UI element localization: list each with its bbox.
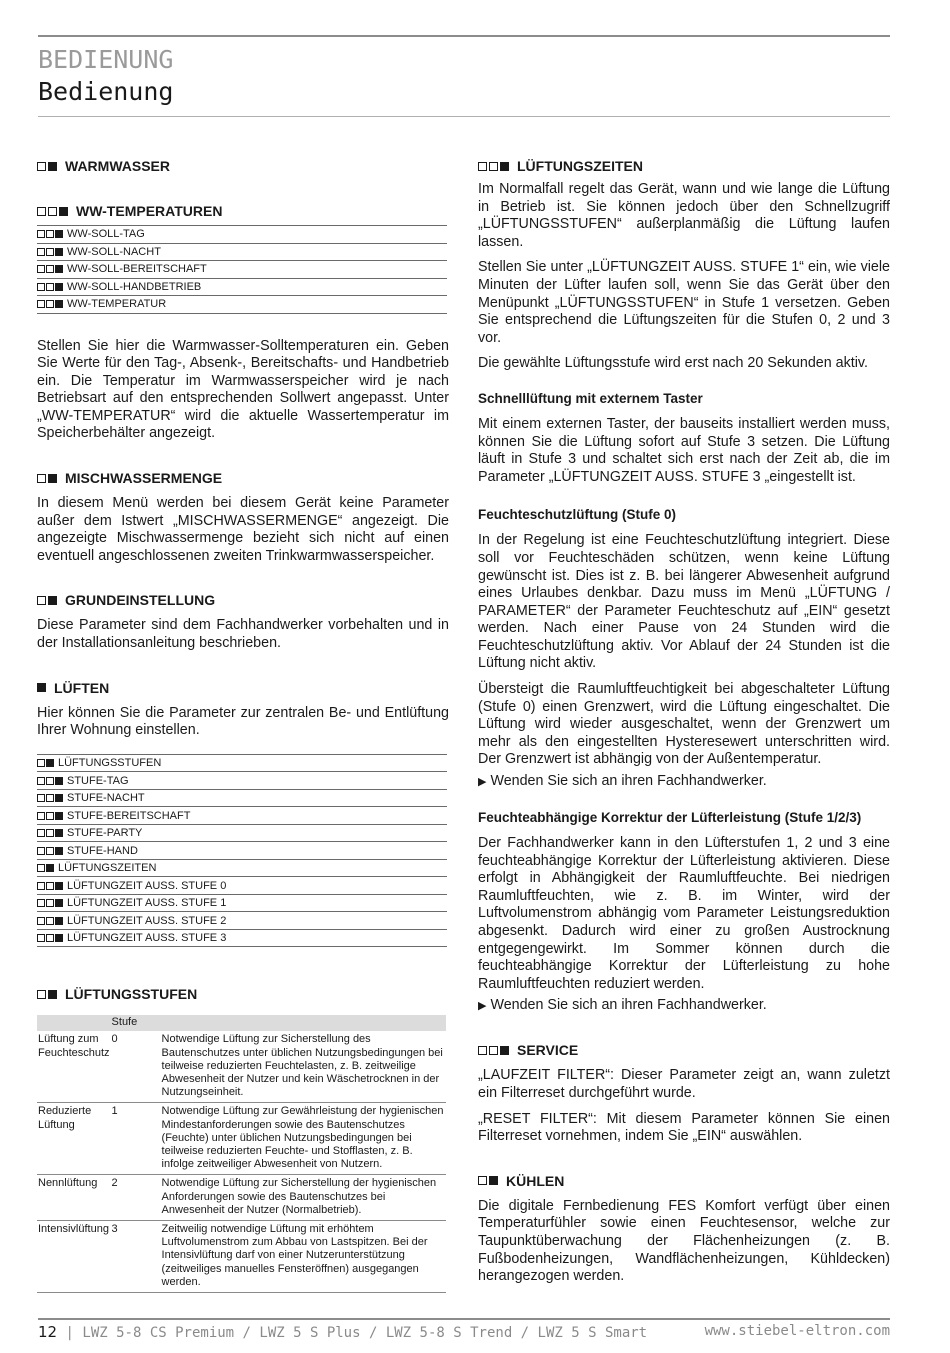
filled-square-icon [37,683,46,692]
parameter-label: WW-SOLL-HANDBETRIEB [67,280,202,293]
chapter-title: BEDIENUNG [38,45,174,74]
outline-square-icon [37,596,46,605]
parameter-row [37,859,447,877]
paragraph-schnelllueftung: Mit einem externen Taster, der bauseits installiert werden muss, können Sie die Lüftung sofort auf Stufe 3 setzen. Die Lüftung läuft in Stufe 3 und schaltet sich erst nach der Zeit ab, die im Parameter „LÜFTUNGZEIT AUSS. STUFE 3 „eingestellt ist. [478,415,890,485]
arrow-right-icon: ▶ [478,776,487,789]
parameter-row [37,841,447,859]
cell-description: Notwendige Lüftung zur Sicherstellung der hygienischen Anforderungen sowie des Bautenschutzes bei Anwesenheit der Nutzer (Normalbetrieb). [161,1175,446,1221]
footer-left [38,1323,647,1341]
parameter-label: STUFE-HAND [67,844,138,857]
cell-stufe: 3 [111,1220,161,1292]
paragraph-lueftungszeiten-3: Die gewählte Lüftungsstufe wird erst nach 20 Sekunden aktiv. [478,355,868,372]
filled-square-icon [48,596,57,605]
filled-square-icon [55,829,63,837]
arrow-right-icon: ▶ [478,1000,487,1013]
table-header-row [37,1015,446,1031]
paragraph-service-2: „RESET FILTER“: Mit diesem Parameter können Sie einen Filterreset vornehmen, indem Sie „EIN“ auswählen. [478,1110,890,1145]
parameter-label: LÜFTUNGZEIT AUSS. STUFE 0 [67,879,227,892]
parameter-label: STUFE-PARTY [67,827,143,840]
outline-square-icon [489,1046,498,1055]
page-number: 12 [38,1323,58,1341]
cell-stufe: 2 [111,1175,161,1221]
section-title: WARMWASSER [65,158,170,174]
parameter-row [37,806,447,824]
section-heading-ww-temperaturen [37,202,449,220]
filled-square-icon [55,283,63,291]
parameter-label: LÜFTUNGSSTUFEN [58,757,162,770]
paragraph-grundeinstellung: Diese Parameter sind dem Fachhandwerker vorbehalten und in der Installationsanleitung beschrieben. [37,617,449,652]
left-column [37,150,449,1293]
footer-url: www.stiebel-eltron.com [704,1323,890,1339]
table-row [37,1220,446,1292]
parameter-label: LÜFTUNGZEIT AUSS. STUFE 2 [67,914,227,927]
paragraph-lueftungszeiten-2: Stellen Sie unter „LÜFTUNGZEIT AUSS. STUFE 1“ ein, wie viele Minuten der Lüfter laufen soll, wenn Sie das Gerät über den Menüpunkt „LÜFTUNGSSTUFEN“ in Stufe 1 versetzen. Geben Sie entsprechend die Lüftungszeiten für die Stufen 0, 2 und 3 vor. [478,259,890,346]
parameter-label: WW-TEMPERATUR [67,298,167,311]
cell-stufe: 0 [111,1031,161,1103]
filled-square-icon [500,162,509,171]
parameter-row [37,911,447,929]
section-heading-service [478,1041,890,1059]
parameter-label: LÜFTUNGZEIT AUSS. STUFE 3 [67,932,227,945]
section-title: LÜFTEN [54,679,110,696]
paragraph-lueften: Hier können Sie die Parameter zur zentralen Be- und Entlüftung Ihrer Wohnung einstellen. [37,704,449,739]
filled-square-icon [55,248,63,256]
filled-square-icon [55,265,63,273]
filled-square-icon [48,474,57,483]
paragraph-feuchteschutz-1: In der Regelung ist eine Feuchteschutzlüftung integriert. Diese soll vor Feuchteschäden schützen, wenn keine Lüftung gewünscht ist. Dies ist z. B. bei längerer Abwesenheit aufgrund eines Urlaubes denkbar. Dazu muss im Menü „LÜFTUNG / PARAMETER“ der Parameter Feuchteschutz auf „EIN“ gesetzt werden. Nach einer Pause von 24 Stunden wird die Feuchteschutzlüftung aktiv. Vor Ablauf der 24 Stunden ist die Lüftung nicht aktiv. [478,532,890,672]
filled-square-icon [55,794,63,802]
paragraph-kuehlen: Die digitale Fernbedienung FES Komfort verfügt über einen Temperaturfühler sowie einen Feuchtesensor, welche zur Taupunktüberwachung der Flächenheizungen (z. B. Fußbodenheizungen, Wandflächenheizungen, Kühldecken) herangezogen werden. [478,1197,890,1285]
section-heading-warmwasser [37,157,449,175]
parameter-label: WW-SOLL-TAG [67,228,145,241]
outline-square-icon [478,162,487,171]
filled-square-icon [55,812,63,820]
parameter-label: LÜFTUNGZEIT AUSS. STUFE 1 [67,897,227,910]
section-title: SERVICE [517,1042,579,1059]
parameter-label: WW-SOLL-NACHT [67,245,161,258]
paragraph-ww: Stellen Sie hier die Warmwasser-Solltemperaturen ein. Geben Sie Werte für den Tag-, Absenk-, Bereitschafts- und Handbetrieb ein. Die Temperatur im Warmwasserspeicher wird je nach Betriebsart auf den entsprechenden Sollwert angepasst. Unter „WW-TEMPERATUR“ wird die aktuelle Wassertemperatur im Speicherbehälter angezeigt. [37,337,449,442]
section-heading-lueftungszeiten [478,157,890,175]
parameter-label: LÜFTUNGSZEITEN [58,862,157,875]
cell-name: Reduzierte Lüftung [37,1103,111,1175]
section-title: GRUNDEINSTELLUNG [65,592,216,609]
table-row [37,1175,446,1221]
parameter-label: STUFE-NACHT [67,792,145,805]
filled-square-icon [55,847,63,855]
parameter-row [37,225,447,243]
instruction-line [478,996,890,1015]
header-rule [38,35,890,37]
parameter-list-ww [37,225,447,314]
filled-square-icon [48,990,57,999]
cell-description: Zeitweilig notwendige Lüftung mit erhöhtem Luftvolumenstrom zum Abbau von Lastspitzen. Bei der Intensivlüftung darf von einer Nutzerunterstützung (zeitweiliges manuelles Fensteröffnen) ausgegangen werden. [161,1220,446,1292]
cell-name: Intensivlüftung [37,1220,111,1292]
subheading-feuchteschutz: Feuchteschutzlüftung (Stufe 0) [478,507,676,523]
outline-square-icon [37,990,46,999]
section-heading-mischwassermenge [37,469,449,487]
table-row [37,1103,446,1175]
section-title: LÜFTUNGSZEITEN [517,158,643,174]
parameter-row [37,824,447,842]
parameter-row [37,260,447,278]
paragraph-korrektur: Der Fachhandwerker kann in den Lüfterstufen 1, 2 und 3 eine feuchteabhängige Korrektur der Lüfterleistung aktivieren. Diese erfolgt in Abhängigkeit der Raumluftfeuchte. Bei niedrigen Raumluftfeuchten, wie z. B. im Winter, wird der Luftvolumenstrom abhängig vom Parameter Leistungsreduktion abgesenkt. Dadurch wird einer zu großen Austrocknung entgegengewirkt. Im Sommer können durch die feuchteabhängige Korrektur der Lüfterleistung zu hohe Raumluftfeuchten reduziert werden. [478,835,890,992]
filled-square-icon [55,934,63,942]
parameter-row [37,929,447,947]
subheading-schnelllueftung: Schnelllüftung mit externem Taster [478,390,703,406]
parameter-row [37,754,447,772]
parameter-row [37,876,447,894]
filled-square-icon [55,899,63,907]
right-column [478,150,890,1286]
footer-products: LWZ 5-8 CS Premium / LWZ 5 S Plus / LWZ 5-8 S Trend / LWZ 5 S Smart [82,1325,648,1341]
cell-name: Lüftung zum Feuchteschutz [37,1031,111,1103]
section-title: KÜHLEN [506,1172,565,1189]
parameter-label: STUFE-TAG [67,774,129,787]
parameter-row [37,789,447,807]
subheading-korrektur: Feuchteabhängige Korrektur der Lüfterleistung (Stufe 1/2/3) [478,810,862,826]
table-row [37,1031,446,1103]
section-heading-lueftungsstufen [37,985,449,1003]
paragraph-mischwasser: In diesem Menü werden bei diesem Gerät keine Parameter außer dem Istwert „MISCHWASSERMENGE“ angezeigt. Die angezeigte Mischwassermenge bezieht sich nicht auf einen eventuell angeschlossenen zweiten Trinkwarmwasserspeicher. [37,495,449,564]
footer-separator: | [65,1325,83,1341]
parameter-list-lueften [37,754,447,948]
outline-square-icon [48,207,57,216]
outline-square-icon [478,1176,487,1185]
section-heading-kuehlen [478,1172,890,1190]
parameter-row [37,771,447,789]
parameter-row [37,243,447,261]
section-title: MISCHWASSERMENGE [65,470,223,487]
filled-square-icon [500,1046,509,1055]
filled-square-icon [55,917,63,925]
filled-square-icon [46,864,54,872]
parameter-label: STUFE-BEREITSCHAFT [67,809,191,822]
parameter-row [37,894,447,912]
filled-square-icon [55,882,63,890]
outline-square-icon [489,162,498,171]
filled-square-icon [59,207,68,216]
instruction-line [478,772,890,791]
outline-square-icon [478,1046,487,1055]
lueftungsstufen-table [37,1015,446,1293]
instruction-text: Wenden Sie sich an ihren Fachhandwerker. [490,997,767,1014]
filled-square-icon [46,759,54,767]
filled-square-icon [489,1176,498,1185]
filled-square-icon [55,777,63,785]
cell-stufe: 1 [111,1103,161,1175]
footer-rule [38,1318,890,1320]
paragraph-service-1: „LAUFZEIT FILTER“: Dieser Parameter zeigt an, wann zuletzt ein Filterreset durchgeführt wurde. [478,1067,890,1101]
header-divider [38,116,890,117]
filled-square-icon [55,230,63,238]
parameter-row [37,278,447,296]
section-heading-grundeinstellung [37,591,449,609]
cell-description: Notwendige Lüftung zur Sicherstellung des Bautenschutzes unter üblichen Nutzungsbedingungen bei teilweise reduzierten Feuchtelasten, z. B. zeitweilige Abwesenheit der Nutzer und kein Wäschetrocknen in der Nutzungseinheit. [161,1031,446,1103]
outline-square-icon [37,474,46,483]
paragraph-feuchteschutz-2: Übersteigt die Raumluftfeuchtigkeit bei abgeschalteter Lüftung (Stufe 0) einen Grenzwert, wird die Lüftung eingeschaltet. Die Lüftung wird wieder ausgeschaltet, wenn der Grenzwert um mehr als den eingestellten Hysteresewert unterschritten wird. Der Grenzwert ist abhängig von der Außentemperatur. [478,681,890,768]
section-title: WW-TEMPERATUREN [76,203,223,219]
outline-square-icon [37,162,46,171]
column-header-stufe: Stufe [111,1015,161,1031]
section-title: LÜFTUNGSSTUFEN [65,986,198,1003]
paragraph-lueftungszeiten-1: Im Normalfall regelt das Gerät, wann und wie lange die Lüftung in Betrieb ist. Sie können jedoch über den Schnellzugriff „LÜFTUNGSSTUFEN“ außerplanmäßig die Lüftung laufen lassen. [478,181,890,250]
outline-square-icon [37,207,46,216]
parameter-label: WW-SOLL-BEREITSCHAFT [67,263,207,276]
cell-name: Nennlüftung [37,1175,111,1221]
filled-square-icon [55,300,63,308]
cell-description: Notwendige Lüftung zur Gewährleistung der hygienischen Mindestanforderungen sowie des Bautenschutzes (Feuchte) unter üblichen Nutzungsbedingungen bei teilweise reduzierten Feuchte- und Stofflasten, z. B. infolge zeitweiliger Abwesenheit von Nutzern. [161,1103,446,1175]
section-heading-lueften [37,679,449,697]
instruction-text: Wenden Sie sich an ihren Fachhandwerker. [490,773,767,790]
filled-square-icon [48,162,57,171]
parameter-row [37,295,447,313]
chapter-subtitle: Bedienung [38,77,174,106]
